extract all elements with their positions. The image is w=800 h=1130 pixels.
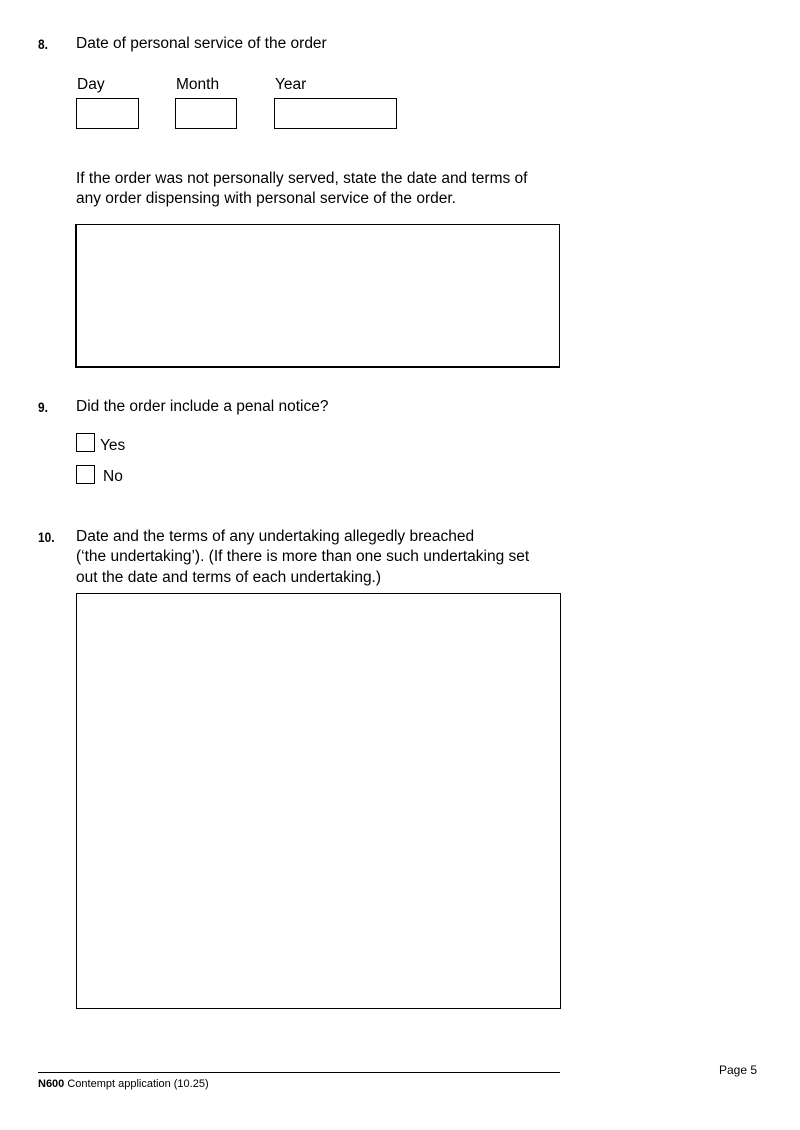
month-input[interactable] <box>175 98 237 129</box>
page-number: Page 5 <box>719 1063 758 1077</box>
question-10-number: 10. <box>38 529 55 545</box>
day-label: Day <box>77 76 105 93</box>
form-title: Contempt application (10.25) <box>64 1078 209 1090</box>
form-code: N600 <box>38 1078 65 1090</box>
question-9-text: Did the order include a penal notice? <box>76 398 329 415</box>
question-10-line-3: out the date and terms of each undertaking.) <box>76 569 382 586</box>
undertaking-textarea[interactable] <box>76 593 561 1009</box>
question-8-note-line-1: If the order was not personally served, state the date and terms of <box>76 170 528 187</box>
year-label: Year <box>275 76 307 93</box>
question-8-note-line-2: any order dispensing with personal service of the order. <box>76 190 456 207</box>
yes-label: Yes <box>100 437 126 454</box>
question-10-line-1: Date and the terms of any undertaking allegedly breached <box>76 528 475 545</box>
question-9-number: 9. <box>38 399 48 415</box>
footer-divider <box>38 1072 560 1073</box>
form-reference <box>38 1078 209 1090</box>
day-input[interactable] <box>76 98 139 129</box>
year-input[interactable] <box>274 98 397 129</box>
yes-checkbox[interactable] <box>76 433 95 452</box>
question-10-line-2: (‘the undertaking’). (If there is more than one such undertaking set <box>76 548 530 565</box>
question-8-number: 8. <box>38 36 48 52</box>
month-label: Month <box>176 76 220 93</box>
no-label: No <box>103 468 123 485</box>
question-8-text: Date of personal service of the order <box>76 35 327 52</box>
no-checkbox[interactable] <box>76 465 95 484</box>
service-dispensing-textarea[interactable] <box>75 224 560 368</box>
